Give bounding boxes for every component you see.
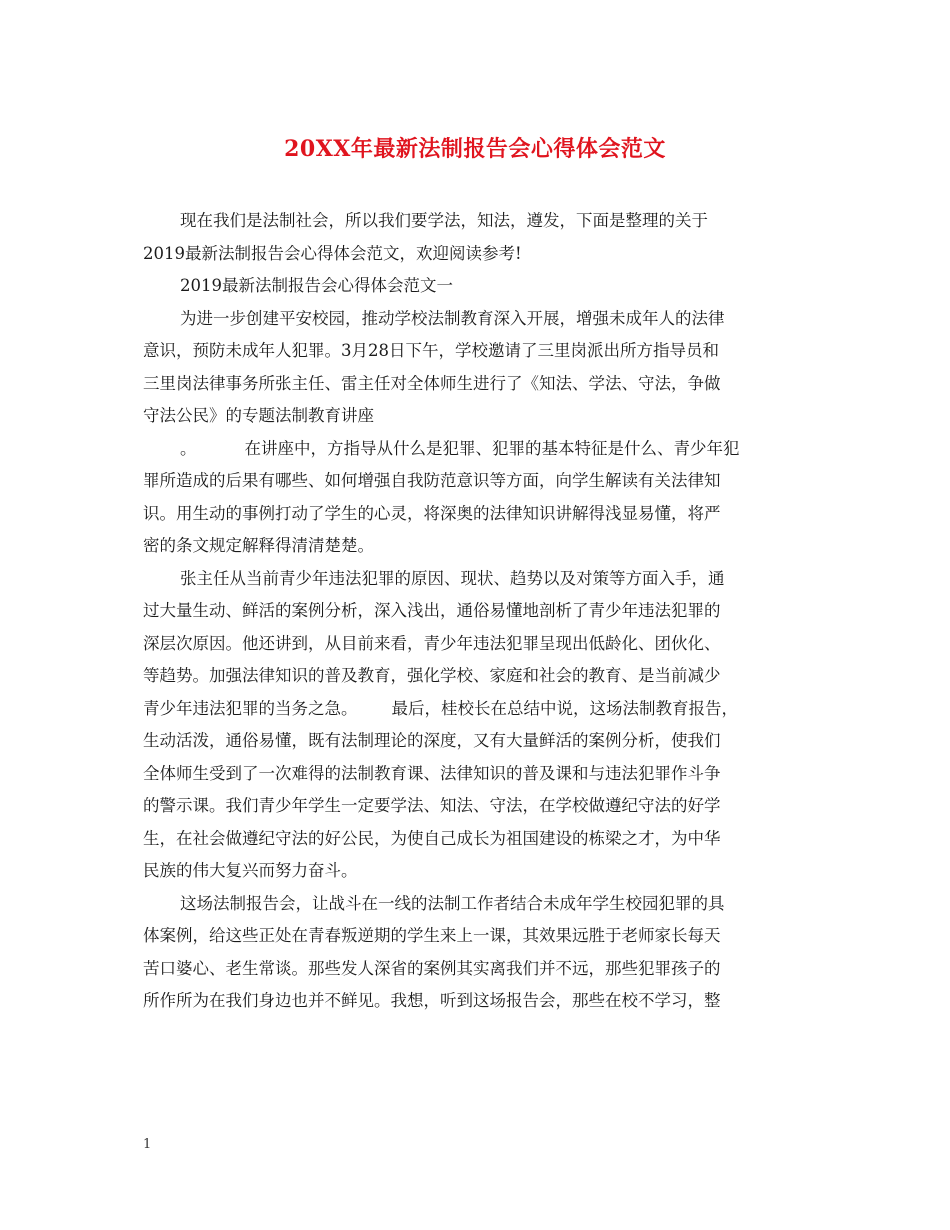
document-body [143, 205, 808, 1018]
paragraph-line: 。 在讲座中，方指导从什么是犯罪、犯罪的基本特征是什么、青少年犯 [180, 438, 740, 458]
paragraph-line: 等趋势。加强法律知识的普及教育，强化学校、家庭和社会的教育、是当前减少 [143, 666, 721, 685]
paragraph-line: 2019最新法制报告会心得体会范文，欢迎阅读参考! [143, 243, 522, 263]
section-heading: 2019最新法制报告会心得体会范文一 [180, 276, 453, 295]
paragraph-line: 这场法制报告会，让战斗在一线的法制工作者结合未成年学生校园犯罪的具 [180, 893, 725, 913]
paragraph-line: 体案例，给这些正处在青春叛逆期的学生来上一课，其效果远胜于老师家长每天 [143, 926, 721, 945]
paragraph-line: 苦口婆心、老生常谈。那些发人深省的案例其实离我们并不远，那些犯罪孩子的 [143, 958, 721, 978]
paragraph-line: 所作所为在我们身边也并不鲜见。我想，听到这场报告会，那些在校不学习，整 [143, 991, 721, 1010]
paragraph-line: 民族的伟大复兴而努力奋斗。 [143, 861, 358, 880]
paragraph-line: 张主任从当前青少年违法犯罪的原因、现状、趋势以及对策等方面入手，通 [180, 568, 725, 588]
paragraph-line: 生，在社会做遵纪守法的好公民，为使自己成长为祖国建设的栋梁之才，为中华 [143, 828, 721, 848]
paragraph-line: 罪所造成的后果有哪些、如何增强自我防范意识等方面，向学生解读有关法律知 [143, 471, 721, 490]
paragraph-line: 意识，预防未成年人犯罪。3月28日下午，学校邀请了三里岗派出所方指导员和 [143, 341, 719, 360]
paragraph-line: 全体师生受到了一次难得的法制教育课、法律知识的普及课和与违法犯罪作斗争 [143, 763, 721, 783]
paragraph-line: 为进一步创建平安校园，推动学校法制教育深入开展，增强未成年人的法律 [180, 308, 725, 328]
paragraph-line: 三里岗法律事务所张主任、雷主任对全体师生进行了《知法、学法、守法，争做 [143, 373, 721, 393]
paragraph-line: 深层次原因。他还讲到，从目前来看，青少年违法犯罪呈现出低龄化、团伙化、 [143, 633, 721, 653]
paragraph-line: 现在我们是法制社会，所以我们要学法，知法，遵发，下面是整理的关于 [180, 211, 708, 230]
paragraph-line: 生动活泼，通俗易懂，既有法制理论的深度，又有大量鲜活的案例分析，使我们 [143, 731, 721, 750]
document-title: 20XX年最新法制报告会心得体会范文 [284, 136, 666, 162]
page-number: 1 [143, 1137, 152, 1152]
paragraph-line: 密的条文规定解释得清清楚楚。 [143, 536, 374, 555]
paragraph-line: 的警示课。我们青少年学生一定要学法、知法、守法，在学校做遵纪守法的好学 [143, 796, 721, 815]
paragraph-line: 青少年违法犯罪的当务之急。 最后，桂校长在总结中说，这场法制教育报告， [143, 698, 738, 718]
paragraph-line: 过大量生动、鲜活的案例分析，深入浅出，通俗易懂地剖析了青少年违法犯罪的 [143, 601, 721, 620]
paragraph-line: 守法公民》的专题法制教育讲座 [143, 406, 374, 425]
paragraph-line: 识。用生动的事例打动了学生的心灵，将深奥的法律知识讲解得浅显易懂，将严 [143, 503, 721, 523]
